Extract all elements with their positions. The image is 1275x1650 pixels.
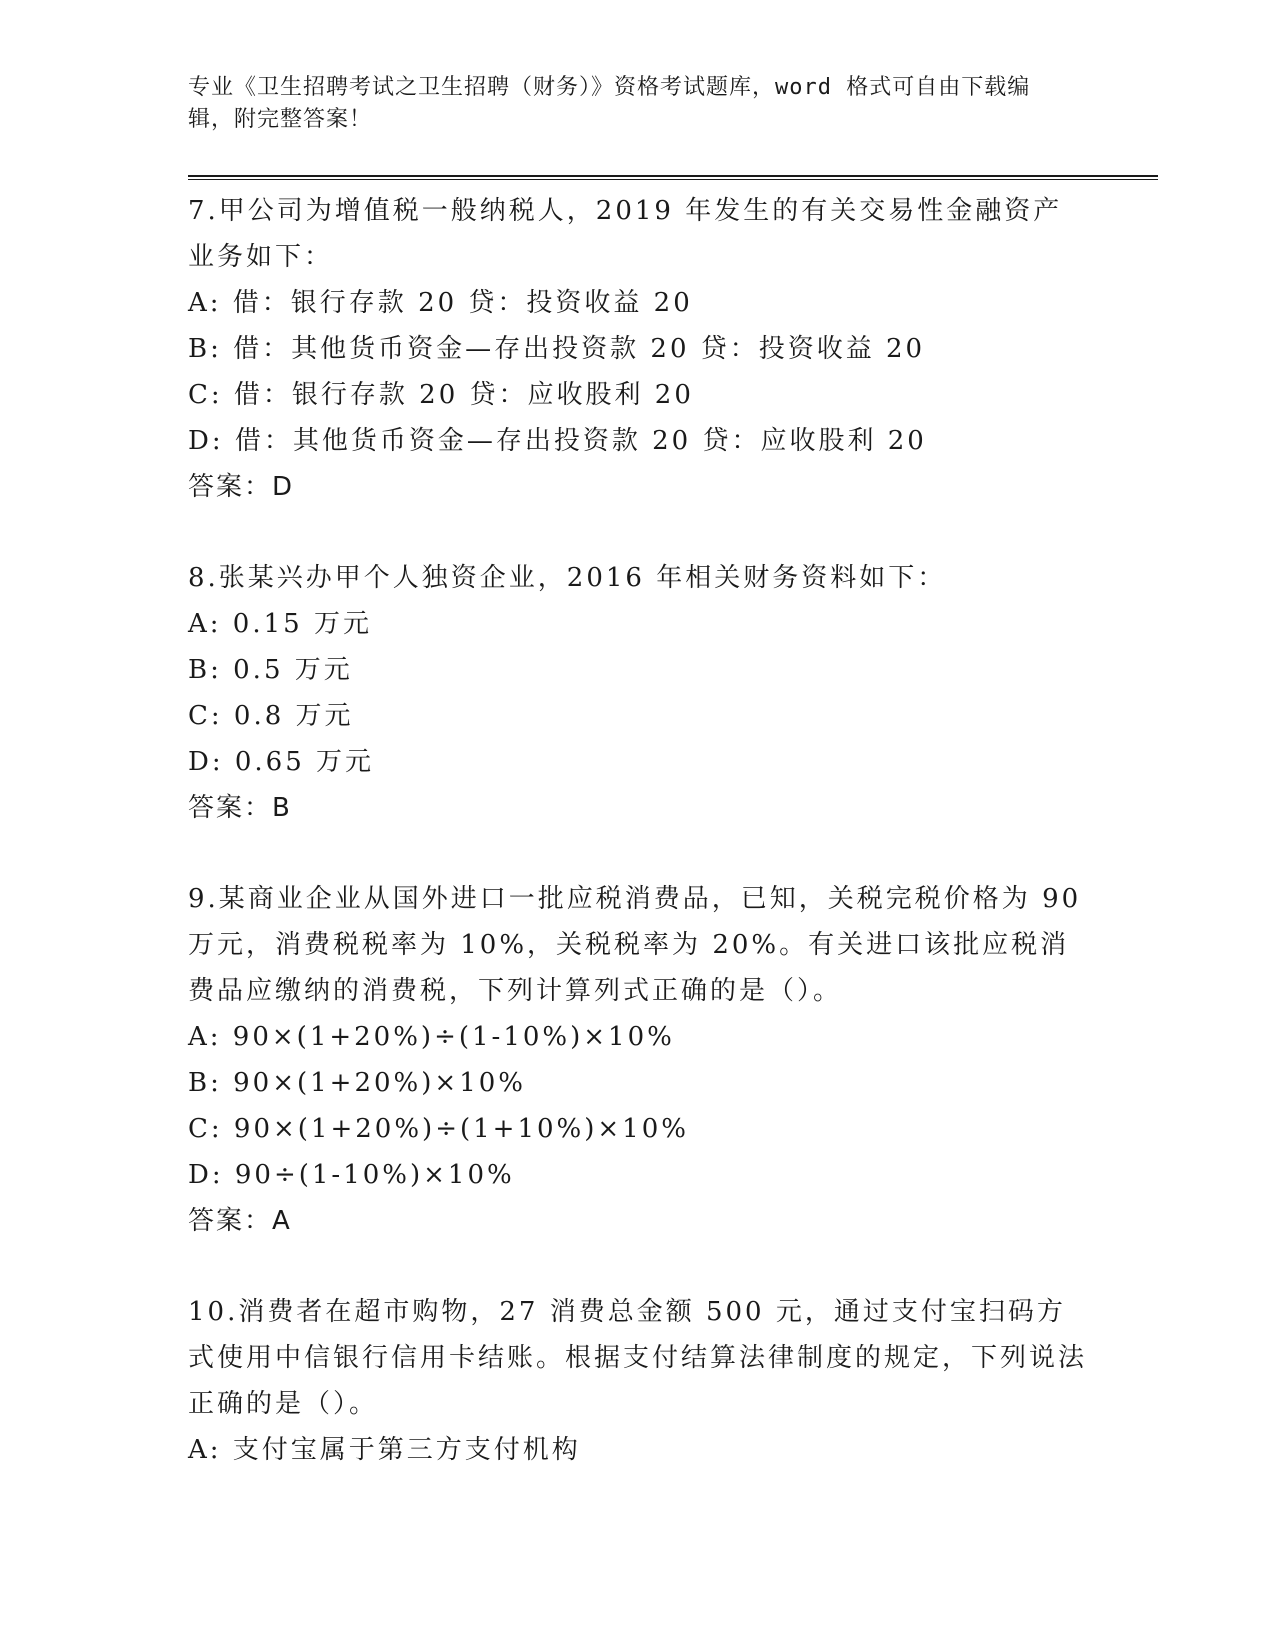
option-d: D: 借：其他货币资金—存出投资款 20 贷：应收股利 20	[188, 426, 927, 456]
option-a: A: 支付宝属于第三方支付机构	[188, 1435, 581, 1465]
answer-line: 答案：B	[188, 793, 292, 823]
answer-line: 答案：D	[188, 472, 295, 502]
option-b: B: 0.5 万元	[188, 655, 353, 685]
header-divider	[188, 175, 1158, 180]
question-10	[188, 1289, 1088, 1473]
question-stem: 10.消费者在超市购物，27 消费总金额 500 元，通过支付宝扫码方式使用中信银行信用卡结账。根据支付结算法律制度的规定，下列说法正确的是（）。	[188, 1297, 1088, 1419]
option-a: A: 借：银行存款 20 贷：投资收益 20	[188, 288, 693, 318]
option-c: C: 0.8 万元	[188, 701, 354, 731]
option-a: A: 90×(1+20%)÷(1-10%)×10%	[188, 1022, 675, 1052]
option-c: C: 90×(1+20%)÷(1+10%)×10%	[188, 1114, 689, 1144]
question-9	[188, 876, 1088, 1244]
question-8	[188, 555, 1088, 831]
question-stem: 8.张某兴办甲个人独资企业，2016 年相关财务资料如下：	[188, 563, 947, 593]
question-stem: 9.某商业企业从国外进口一批应税消费品，已知，关税完税价格为 90 万元，消费税税率为 10%，关税税率为 20%。有关进口该批应税消费品应缴纳的消费税，下列计算列式正确的是（）。	[188, 884, 1082, 1006]
option-d: D: 0.65 万元	[188, 747, 375, 777]
option-c: C: 借：银行存款 20 贷：应收股利 20	[188, 380, 694, 410]
question-7	[188, 188, 1088, 510]
question-stem: 7.甲公司为增值税一般纳税人，2019 年发生的有关交易性金融资产业务如下：	[188, 196, 1063, 272]
document-header: 专业《卫生招聘考试之卫生招聘（财务）》资格考试题库，word 格式可自由下载编辑，附完整答案！	[188, 75, 1031, 132]
option-a: A: 0.15 万元	[188, 609, 372, 639]
option-d: D: 90÷(1-10%)×10%	[188, 1160, 515, 1190]
question-list	[188, 188, 1088, 1518]
answer-line: 答案：A	[188, 1206, 292, 1236]
option-b: B: 90×(1+20%)×10%	[188, 1068, 526, 1098]
option-b: B: 借：其他货币资金—存出投资款 20 贷：投资收益 20	[188, 334, 926, 364]
